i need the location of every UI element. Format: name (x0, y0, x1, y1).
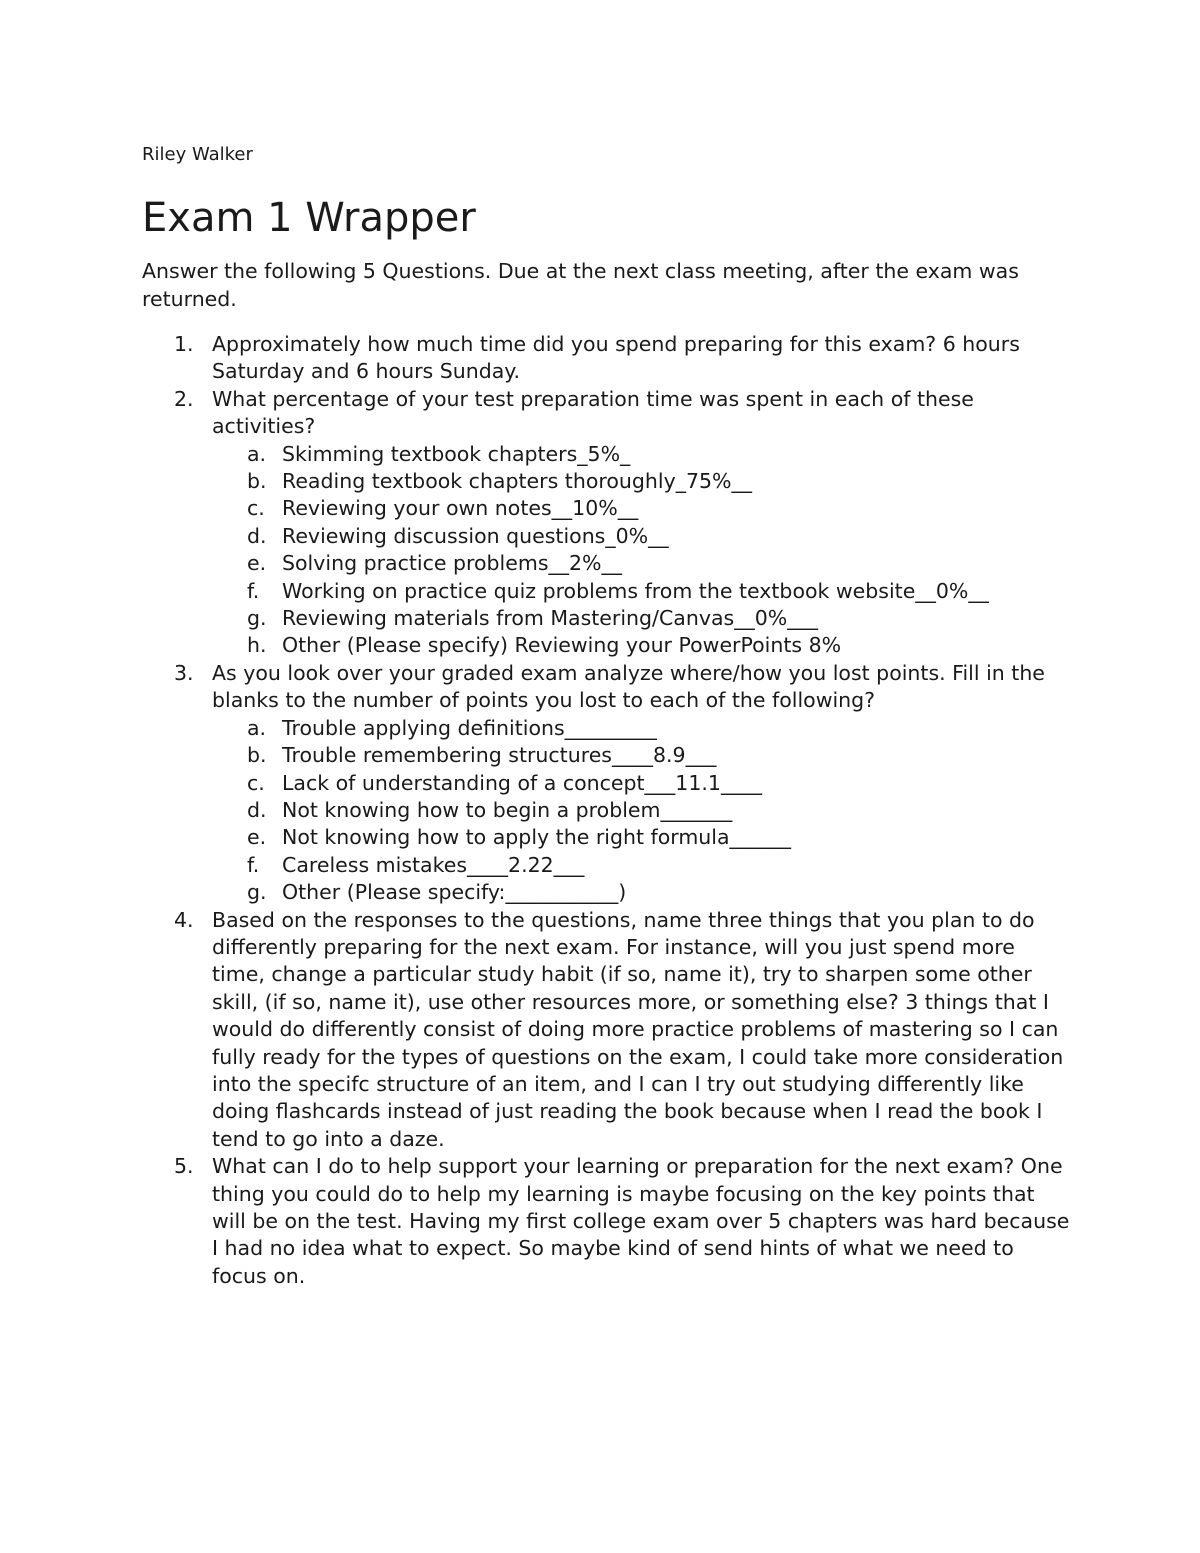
sub-item-text: Careless mistakes____2.22___ (282, 852, 585, 877)
sub-item (212, 578, 1072, 605)
sub-item-text: Not knowing how to apply the right formula______ (282, 825, 792, 850)
sub-item-text: Reading textbook chapters thoroughly_75%__ (282, 469, 753, 494)
question-text: As you look over your graded exam analyze where/how you lost points. Fill in the blanks to the number of points you lost to each of the following? (212, 660, 1045, 713)
sub-item (212, 632, 1072, 659)
question-item (142, 1153, 1072, 1290)
question-text: What can I do to help support your learning or preparation for the next exam? One thing you could do to help my learning is maybe focusing on the key points that will be on the test. Having my first college exam over 5 chapters was hard because I had no idea what to expect. So maybe kind of send hints of what we need to focus on. (212, 1154, 1070, 1288)
sub-item-letter: d. (247, 797, 267, 822)
sub-item (212, 770, 1072, 797)
sub-item-letter: b. (247, 469, 267, 494)
sub-item-text: Skimming textbook chapters_5%_ (282, 441, 631, 466)
sub-item-letter: d. (247, 523, 267, 548)
sub-item (212, 550, 1072, 577)
sub-item-letter: e. (247, 551, 267, 576)
question-number: 3. (174, 660, 194, 685)
author-name: Riley Walker (142, 144, 253, 165)
sub-item (212, 468, 1072, 495)
sub-item-text: Reviewing your own notes__10%__ (282, 496, 639, 521)
sub-item (212, 797, 1072, 824)
question-list (142, 331, 1072, 1290)
sub-item-letter: h. (247, 633, 267, 658)
sub-item (212, 824, 1072, 851)
sub-item (212, 852, 1072, 879)
sub-item-letter: f. (247, 852, 260, 877)
sub-item-text: Lack of understanding of a concept___11.1____ (282, 770, 762, 795)
question-item (142, 907, 1072, 1154)
question-number: 4. (174, 907, 194, 932)
sub-item-letter: g. (247, 606, 267, 631)
question-text: Based on the responses to the questions, name three things that you plan to do differently preparing for the next exam. For instance, will you just spend more time, change a particular study habit (if so, name it), try to sharpen some other skill, (if so, name it), use other resources more, or something else? 3 things that I would do differently consist of doing more practice problems of mastering so I can fully ready for the types of questions on the exam, I could take more consideration into the specifc structure of an item, and I can I try out studying differently like doing flashcards instead of just reading the book because when I read the book I tend to go into a daze. (212, 907, 1064, 1151)
sub-item (212, 495, 1072, 522)
question-number: 2. (174, 386, 194, 411)
sub-item-letter: f. (247, 578, 260, 603)
sub-item-list (212, 441, 1072, 660)
sub-item (212, 523, 1072, 550)
question-text: What percentage of your test preparation time was spent in each of these activities? (212, 386, 974, 439)
sub-item (212, 605, 1072, 632)
sub-item-list (212, 715, 1072, 907)
sub-item (212, 742, 1072, 769)
sub-item-text: Reviewing discussion questions_0%__ (282, 523, 669, 548)
document-page (142, 140, 1072, 1290)
sub-item-letter: c. (247, 496, 265, 521)
sub-item (212, 441, 1072, 468)
instructions: Answer the following 5 Questions. Due at the next class meeting, after the exam was returned. (142, 259, 1019, 311)
question-text: Approximately how much time did you spend preparing for this exam? 6 hours Saturday and 6 hours Sunday. (212, 332, 1020, 384)
sub-item-letter: g. (247, 880, 267, 905)
sub-item-letter: b. (247, 743, 267, 768)
sub-item-letter: c. (247, 770, 265, 795)
sub-item-text: Other (Please specify:___________) (282, 880, 627, 905)
sub-item-text: Working on practice quiz problems from the textbook website__0%__ (282, 578, 989, 603)
sub-item-text: Reviewing materials from Mastering/Canvas__0%___ (282, 606, 818, 631)
sub-item-letter: a. (247, 715, 267, 740)
sub-item-text: Solving practice problems__2%__ (282, 551, 623, 576)
sub-item (212, 879, 1072, 906)
sub-item-text: Not knowing how to begin a problem_______ (282, 797, 733, 822)
question-number: 5. (174, 1154, 194, 1179)
sub-item-text: Trouble applying definitions_________ (282, 715, 657, 740)
page-title: Exam 1 Wrapper (142, 195, 476, 241)
sub-item-letter: e. (247, 825, 267, 850)
question-item (142, 331, 1072, 386)
sub-item-letter: a. (247, 441, 267, 466)
question-item (142, 660, 1072, 907)
sub-item-text: Trouble remembering structures____8.9___ (282, 743, 717, 768)
question-number: 1. (174, 332, 194, 356)
question-item (142, 386, 1072, 660)
sub-item (212, 715, 1072, 742)
sub-item-text: Other (Please specify) Reviewing your PowerPoints 8% (282, 633, 842, 658)
